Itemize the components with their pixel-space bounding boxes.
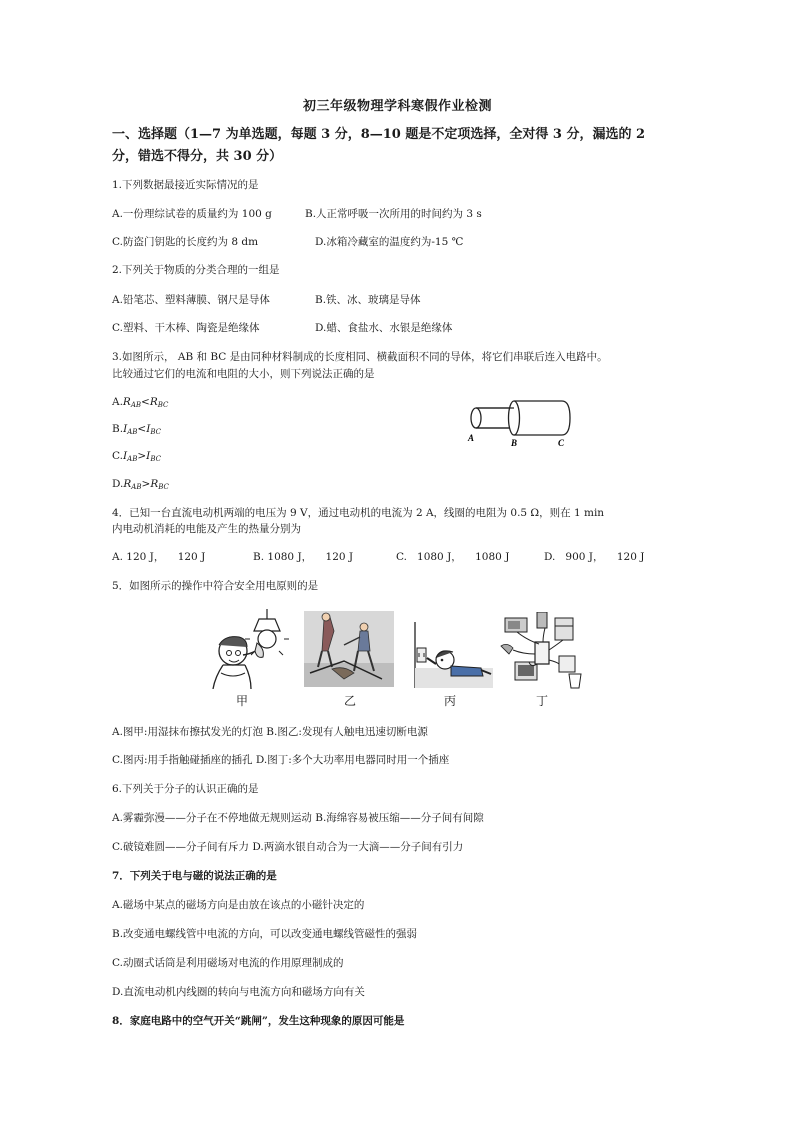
figure-label-ding: 丁 [536,694,549,708]
figure-yi-electrocution [304,611,394,687]
q7-option-b: B.改变通电螺线管中电流的方向，可以改变通电螺线管磁性的强弱 [112,928,418,940]
figure-jia-wiping-bulb [205,609,295,689]
q6-options-cd: C.破镜难圆——分子间有斥力 D.两滴水银自动合为一大滴——分子间有引力 [112,841,464,853]
q4-option-d: D. 900 J， 120 J [544,551,645,563]
q4-option-c: C. 1080 J， 1080 J [396,551,510,563]
q3-option-a: $A.R_{AB}<R_{BC}$ [112,396,169,409]
q1-stem: 1.下列数据最接近实际情况的是 [112,179,259,191]
conductor-figure [462,398,577,450]
q7-option-c: C.动圈式话筒是利用磁场对电流的作用原理制成的 [112,957,344,969]
q1-option-d: D.冰箱冷藏室的温度约为-15 ℃ [315,236,464,248]
section-heading-line2: 分，错选不得分，共 30 分） [112,149,283,164]
figure-label-jia: 甲 [236,694,249,708]
q2-option-a: A.铅笔芯、塑料薄膜、钢尺是导体 [112,294,270,306]
q2-stem: 2.下列关于物质的分类合理的一组是 [112,264,280,276]
q6-stem: 6.下列关于分子的认识正确的是 [112,783,259,795]
q7-stem: 7．下列关于电与磁的说法正确的是 [112,870,277,882]
section-heading [112,124,692,168]
q6-options-ab: A.雾霾弥漫——分子在不停地做无规则运动 B.海绵容易被压缩——分子间有间隙 [112,812,484,824]
q7-option-a: A.磁场中某点的磁场方向是由放在该点的小磁针决定的 [112,899,365,911]
figure-ding-overloaded-socket [497,612,585,690]
q3-option-c: $C.I_{AB}>I_{BC}$ [112,450,161,463]
q4-stem-line2: 内电动机消耗的电能及产生的热量分别为 [112,523,301,535]
q4-options [112,549,644,565]
q5-options-ab: A.图甲:用湿抹布擦拭发光的灯泡 B.图乙:发现有人触电迅速切断电源 [112,726,428,738]
q4-option-b: B. 1080 J， 120 J [253,551,354,563]
figure-label-c: C [558,438,565,448]
q1-option-c: C.防盗门钥匙的长度约为 8 dm [112,236,259,248]
q4-option-a: A. 120 J， 120 J [112,551,206,563]
q7-option-d: D.直流电动机内线圈的转向与电流方向和磁场方向有关 [112,986,365,998]
q2-option-c: C.塑料、干木棒、陶瓷是绝缘体 [112,322,260,334]
figure-label-b: B [511,438,518,448]
q1-options-cd [112,234,463,250]
q5-options-cd: C.图丙:用手指触碰插座的插孔 D.图丁:多个大功率用电器同时用一个插座 [112,754,450,766]
q8-stem: 8．家庭电路中的空气开关“跳闸”，发生这种现象的原因可能是 [112,1015,405,1027]
q3-stem-line1: 3.如图所示， AB 和 BC 是由同种材料制成的长度相同、横截面积不同的导体，将它们串联后连入电路中。 [112,351,608,363]
figure-label-yi: 乙 [344,694,357,708]
q3-option-d: $D.R_{AB}>R_{BC}$ [112,478,169,491]
q2-option-d: D.蜡、食盐水、水银是绝缘体 [315,322,453,334]
q3-stem-line2: 比较通过它们的电流和电阻的大小，则下列说法正确的是 [112,368,375,380]
q2-options-cd [112,320,452,336]
q3-option-b: $B.I_{AB}<I_{BC}$ [112,423,162,436]
q5-stem: 5．如图所示的操作中符合安全用电原则的是 [112,580,319,592]
section-heading-line1: 一、选择题（1—7 为单选题，每题 3 分，8—10 题是不定项选择，全对得 3 分，漏选的 2 [112,127,646,142]
figure-label-a: A [468,433,475,443]
q2-options-ab [112,292,421,308]
q1-option-a: A.一份理综试卷的质量约为 100 g [112,208,272,220]
q1-options-ab [112,206,482,222]
q4-stem-line1: 4．已知一台直流电动机两端的电压为 9 V，通过电动机的电流为 2 A，线圈的电阻为 0.5 Ω，则在 1 min [112,507,605,519]
q1-option-b: B.人正常呼吸一次所用的时间约为 3 s [305,208,482,220]
q2-option-b: B.铁、冰、玻璃是导体 [315,294,421,306]
page-title: 初三年级物理学科寒假作业检测 [302,99,492,114]
figure-bing-child-socket [405,622,493,688]
figure-label-bing: 丙 [444,694,457,708]
